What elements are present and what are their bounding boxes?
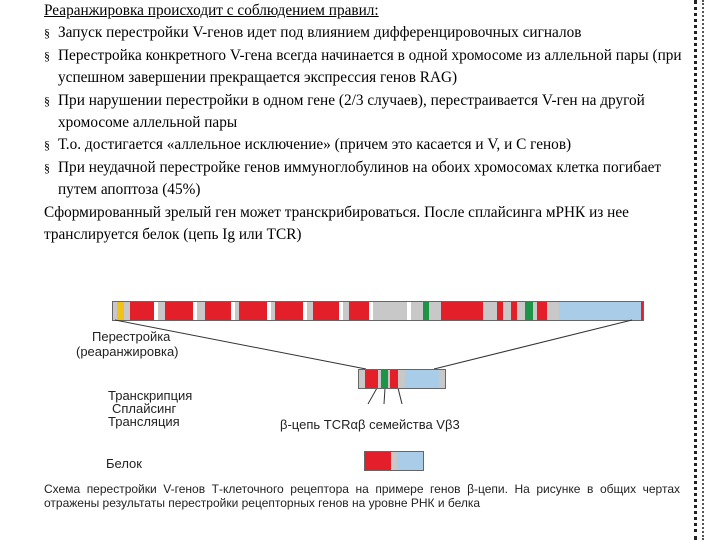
label-beta-chain: β-цепь TCRαβ семейства Vβ3 xyxy=(280,417,460,432)
label-translation: Трансляция xyxy=(108,414,180,429)
gene-segment-blue xyxy=(397,452,423,470)
protein-row xyxy=(364,451,424,471)
rearranged-gene-row xyxy=(358,369,446,389)
gene-segment-red xyxy=(365,370,378,388)
converge-line-right xyxy=(434,320,632,369)
closing-paragraph: Сформированный зрелый ген может транскрибироваться. После сплайсинга мРНК из нее транслируется белок (цепь Ig или TCR) xyxy=(44,203,629,244)
gene-segment-red xyxy=(390,370,398,388)
label-splicing: Сплайсинг xyxy=(112,401,177,416)
gene-segment-red xyxy=(365,452,391,470)
bullet-item: § Запуск перестройки V-генов идет под влиянием дифференцировочных сигналов xyxy=(44,22,694,44)
arrow-line-2 xyxy=(384,388,385,404)
bullet-item: § При нарушении перестройки в одном гене (2/3 случаев), перестраивается V-ген на другой хромосоме аллельной пары xyxy=(44,90,694,135)
label-transcription: Транскрипция xyxy=(108,388,193,403)
arrow-line-1 xyxy=(368,388,377,404)
converge-line-left xyxy=(115,320,366,369)
arrow-line-3 xyxy=(398,388,402,404)
bullet-item: § Т.о. достигается «аллельное исключение» (причем это касается и V, и С генов) xyxy=(44,134,694,156)
label-rearrangement: Перестройка xyxy=(92,329,171,344)
rearrangement-diagram xyxy=(0,290,720,540)
gene-segment-blue xyxy=(405,370,439,388)
text-block xyxy=(44,0,694,246)
bullet-list xyxy=(44,22,694,201)
label-rearrangement-sub: (реаранжировка) xyxy=(76,344,179,359)
figure-caption: Схема перестройки V-генов Т-клеточного рецептора на примере генов β-цепи. На рисунке в общих чертах отражены результаты перестройки рецепторных генов на уровне РНК и белка xyxy=(44,482,680,510)
bullet-item: § Перестройка конкретного V-гена всегда начинается в одной хромосоме из аллельной пары (при успешном завершении прекращается экспрессия генов RAG) xyxy=(44,45,694,90)
label-protein: Белок xyxy=(106,456,142,471)
bullet-item: § При неудачной перестройке генов иммуноглобулинов на обоих хромосомах клетка погибает путем апоптоза (45%) xyxy=(44,157,694,202)
gene-segment-green xyxy=(381,370,388,388)
heading: Реаранжировка происходит с соблюдением правил: xyxy=(44,2,379,19)
